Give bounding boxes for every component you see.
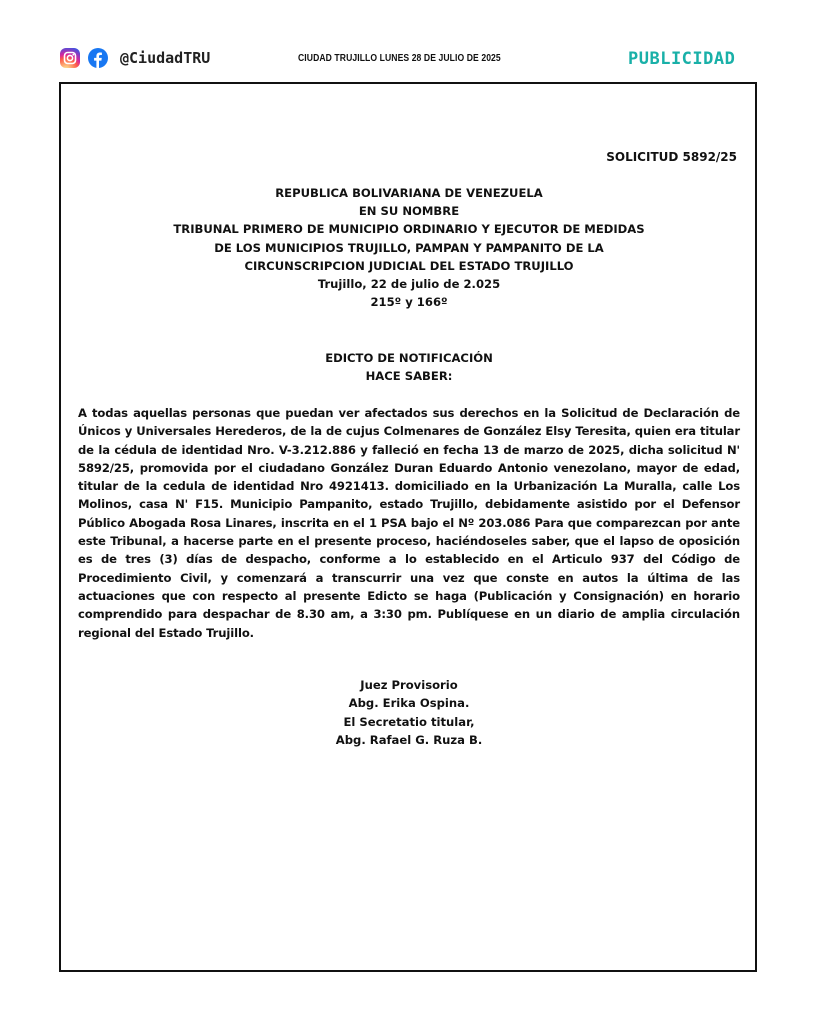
notice-date: Trujillo, 22 de julio de 2.025 — [317, 277, 501, 292]
court-heading — [81, 184, 737, 311]
request-number: SOLICITUD 5892/25 — [606, 150, 737, 164]
signature-block — [81, 676, 737, 750]
social-bar — [60, 48, 210, 68]
facebook-icon[interactable] — [88, 48, 108, 68]
signature-line: El Secretatio titular, — [343, 714, 475, 729]
instagram-icon[interactable] — [60, 48, 80, 68]
signature-line: Abg. Rafael G. Ruza B. — [335, 733, 483, 748]
edict-subtitle: HACE SABER: — [365, 369, 453, 384]
court-line: TRIBUNAL PRIMERO DE MUNICIPIO ORDINARIO Y EJECUTOR DE MEDIDAS — [173, 222, 645, 237]
edict-title: EDICTO DE NOTIFICACIÓN — [325, 351, 493, 365]
section-label: PUBLICIDAD — [628, 49, 736, 69]
court-line: EN SU NOMBRE — [358, 204, 460, 219]
court-line: CIRCUNSCRIPCION JUDICIAL DEL ESTADO TRUJILLO — [244, 258, 574, 273]
edict-heading — [81, 349, 737, 386]
page-header — [0, 0, 819, 82]
issue-dateline: CIUDAD TRUJILLO LUNES 28 DE JULIO DE 2025 — [298, 53, 501, 64]
signature-line: Abg. Erika Ospina. — [348, 696, 470, 711]
notice-years: 215º y 166º — [370, 295, 448, 310]
signature-line: Juez Provisorio — [360, 678, 458, 692]
court-line: REPUBLICA BOLIVARIANA DE VENEZUELA — [275, 186, 543, 200]
notice-body: A todas aquellas personas que puedan ver afectados sus derechos en la Solicitud de Declaración de Únicos y Universales Herederos, de la de cujus Colmenares de González Elsy Teresita, quien era titular de la cédula de identidad Nro. V-3.212.886 y falleció en fecha 13 de marzo de 2025, dicha solicitud N' 5892/25, promovida por el ciudadano González Duran Eduardo Antonio venezolano, mayor de edad, titular de la cedula de identidad Nro 4921413. domiciliado en la Urbanización La Muralla, calle Los Molinos, casa N' F15. Municipio Pampanito, estado Trujillo, debidamente asistido por el Defensor Público Abogada Rosa Linares, inscrita en el 1 PSA bajo el Nº 203.086 Para que comparezcan por ante este Tribunal, a hacerse parte en el presente proceso, haciéndoseles saber, que el lapso de oposición es de tres (3) días de despacho, conforme a lo establecido en el Articulo 937 del Código de Procedimiento Civil, y comenzará a transcurrir una vez que conste en autos la última de las actuaciones que con respecto al presente Edicto se haga (Publicación y Consignación) en horario comprendido para despachar de 8.30 am, a 3:30 pm. Publíquese en un diario de amplia circulación regional del Estado Trujillo. — [78, 406, 740, 640]
social-handle: @CiudadTRU — [120, 49, 211, 67]
legal-notice-box — [59, 82, 757, 972]
court-line: DE LOS MUNICIPIOS TRUJILLO, PAMPAN Y PAMPANITO DE LA — [214, 240, 604, 255]
